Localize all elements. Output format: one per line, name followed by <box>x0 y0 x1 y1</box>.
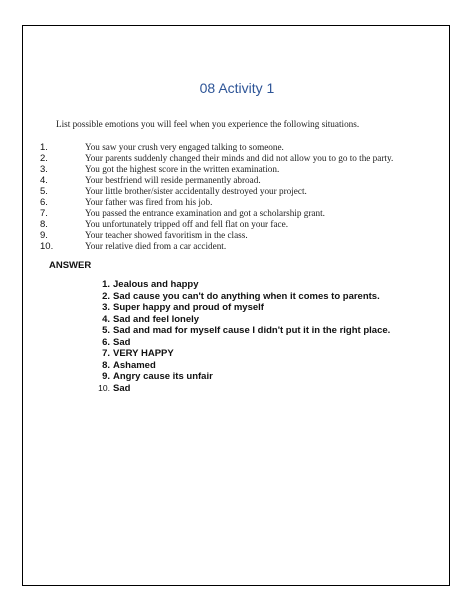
answer-number: 7. <box>102 348 110 359</box>
situation-number: 1. <box>40 142 48 153</box>
situation-number: 6. <box>40 197 48 208</box>
situation-text: Your bestfriend will reside permanently abroad. <box>85 175 261 185</box>
situation-number: 2. <box>40 153 48 164</box>
answer-heading: ANSWER <box>49 260 92 271</box>
answer-text: Sad <box>113 382 131 394</box>
answer-text: Angry cause its unfair <box>113 371 213 382</box>
instruction-text: List possible emotions you will feel when you experience the following situations. <box>56 119 360 129</box>
situation-text: You unfortunately tripped off and fell flat on your face. <box>85 219 289 229</box>
answer-text: VERY HAPPY <box>113 348 174 359</box>
answer-number: 6. <box>102 336 110 348</box>
situation-number: 10. <box>40 241 54 252</box>
situation-number: 8. <box>40 219 48 230</box>
situation-text: You passed the entrance examination and got a scholarship grant. <box>85 208 325 218</box>
answer-text: Sad and mad for myself cause I didn't put it in the right place. <box>113 325 391 336</box>
situation-number: 9. <box>40 230 48 241</box>
answer-text: Jealous and happy <box>113 279 199 290</box>
situation-number: 3. <box>40 164 48 175</box>
answer-number: 5. <box>102 325 110 336</box>
answer-text: Sad and feel lonely <box>113 313 200 325</box>
answer-number: 10. <box>98 382 110 393</box>
answer-number: 9. <box>102 371 110 382</box>
answer-number: 4. <box>102 313 110 325</box>
answer-number: 3. <box>102 302 110 313</box>
answer-text: Sad <box>113 336 131 348</box>
situation-text: Your relative died from a car accident. <box>85 241 227 251</box>
situation-text: Your little brother/sister accidentally destroyed your project. <box>85 186 307 196</box>
situation-number: 4. <box>40 175 48 186</box>
answer-number: 2. <box>102 290 110 302</box>
situation-text: You saw your crush very engaged talking to someone. <box>85 142 284 152</box>
situation-number: 7. <box>40 208 48 219</box>
answer-text: Super happy and proud of myself <box>113 302 264 313</box>
answer-number: 8. <box>102 359 110 371</box>
answer-text: Sad cause you can't do anything when it comes to parents. <box>113 290 380 302</box>
situation-text: Your teacher showed favoritism in the class. <box>85 230 248 240</box>
situation-text: You got the highest score in the written examination. <box>85 164 280 174</box>
situation-text: Your parents suddenly changed their minds and did not allow you to go to the party. <box>85 153 394 163</box>
answer-number: 1. <box>102 279 110 290</box>
answer-text: Ashamed <box>113 359 156 371</box>
situation-text: Your father was fired from his job. <box>85 197 213 207</box>
page-title: 08 Activity 1 <box>199 80 275 96</box>
situation-number: 5. <box>40 186 48 197</box>
